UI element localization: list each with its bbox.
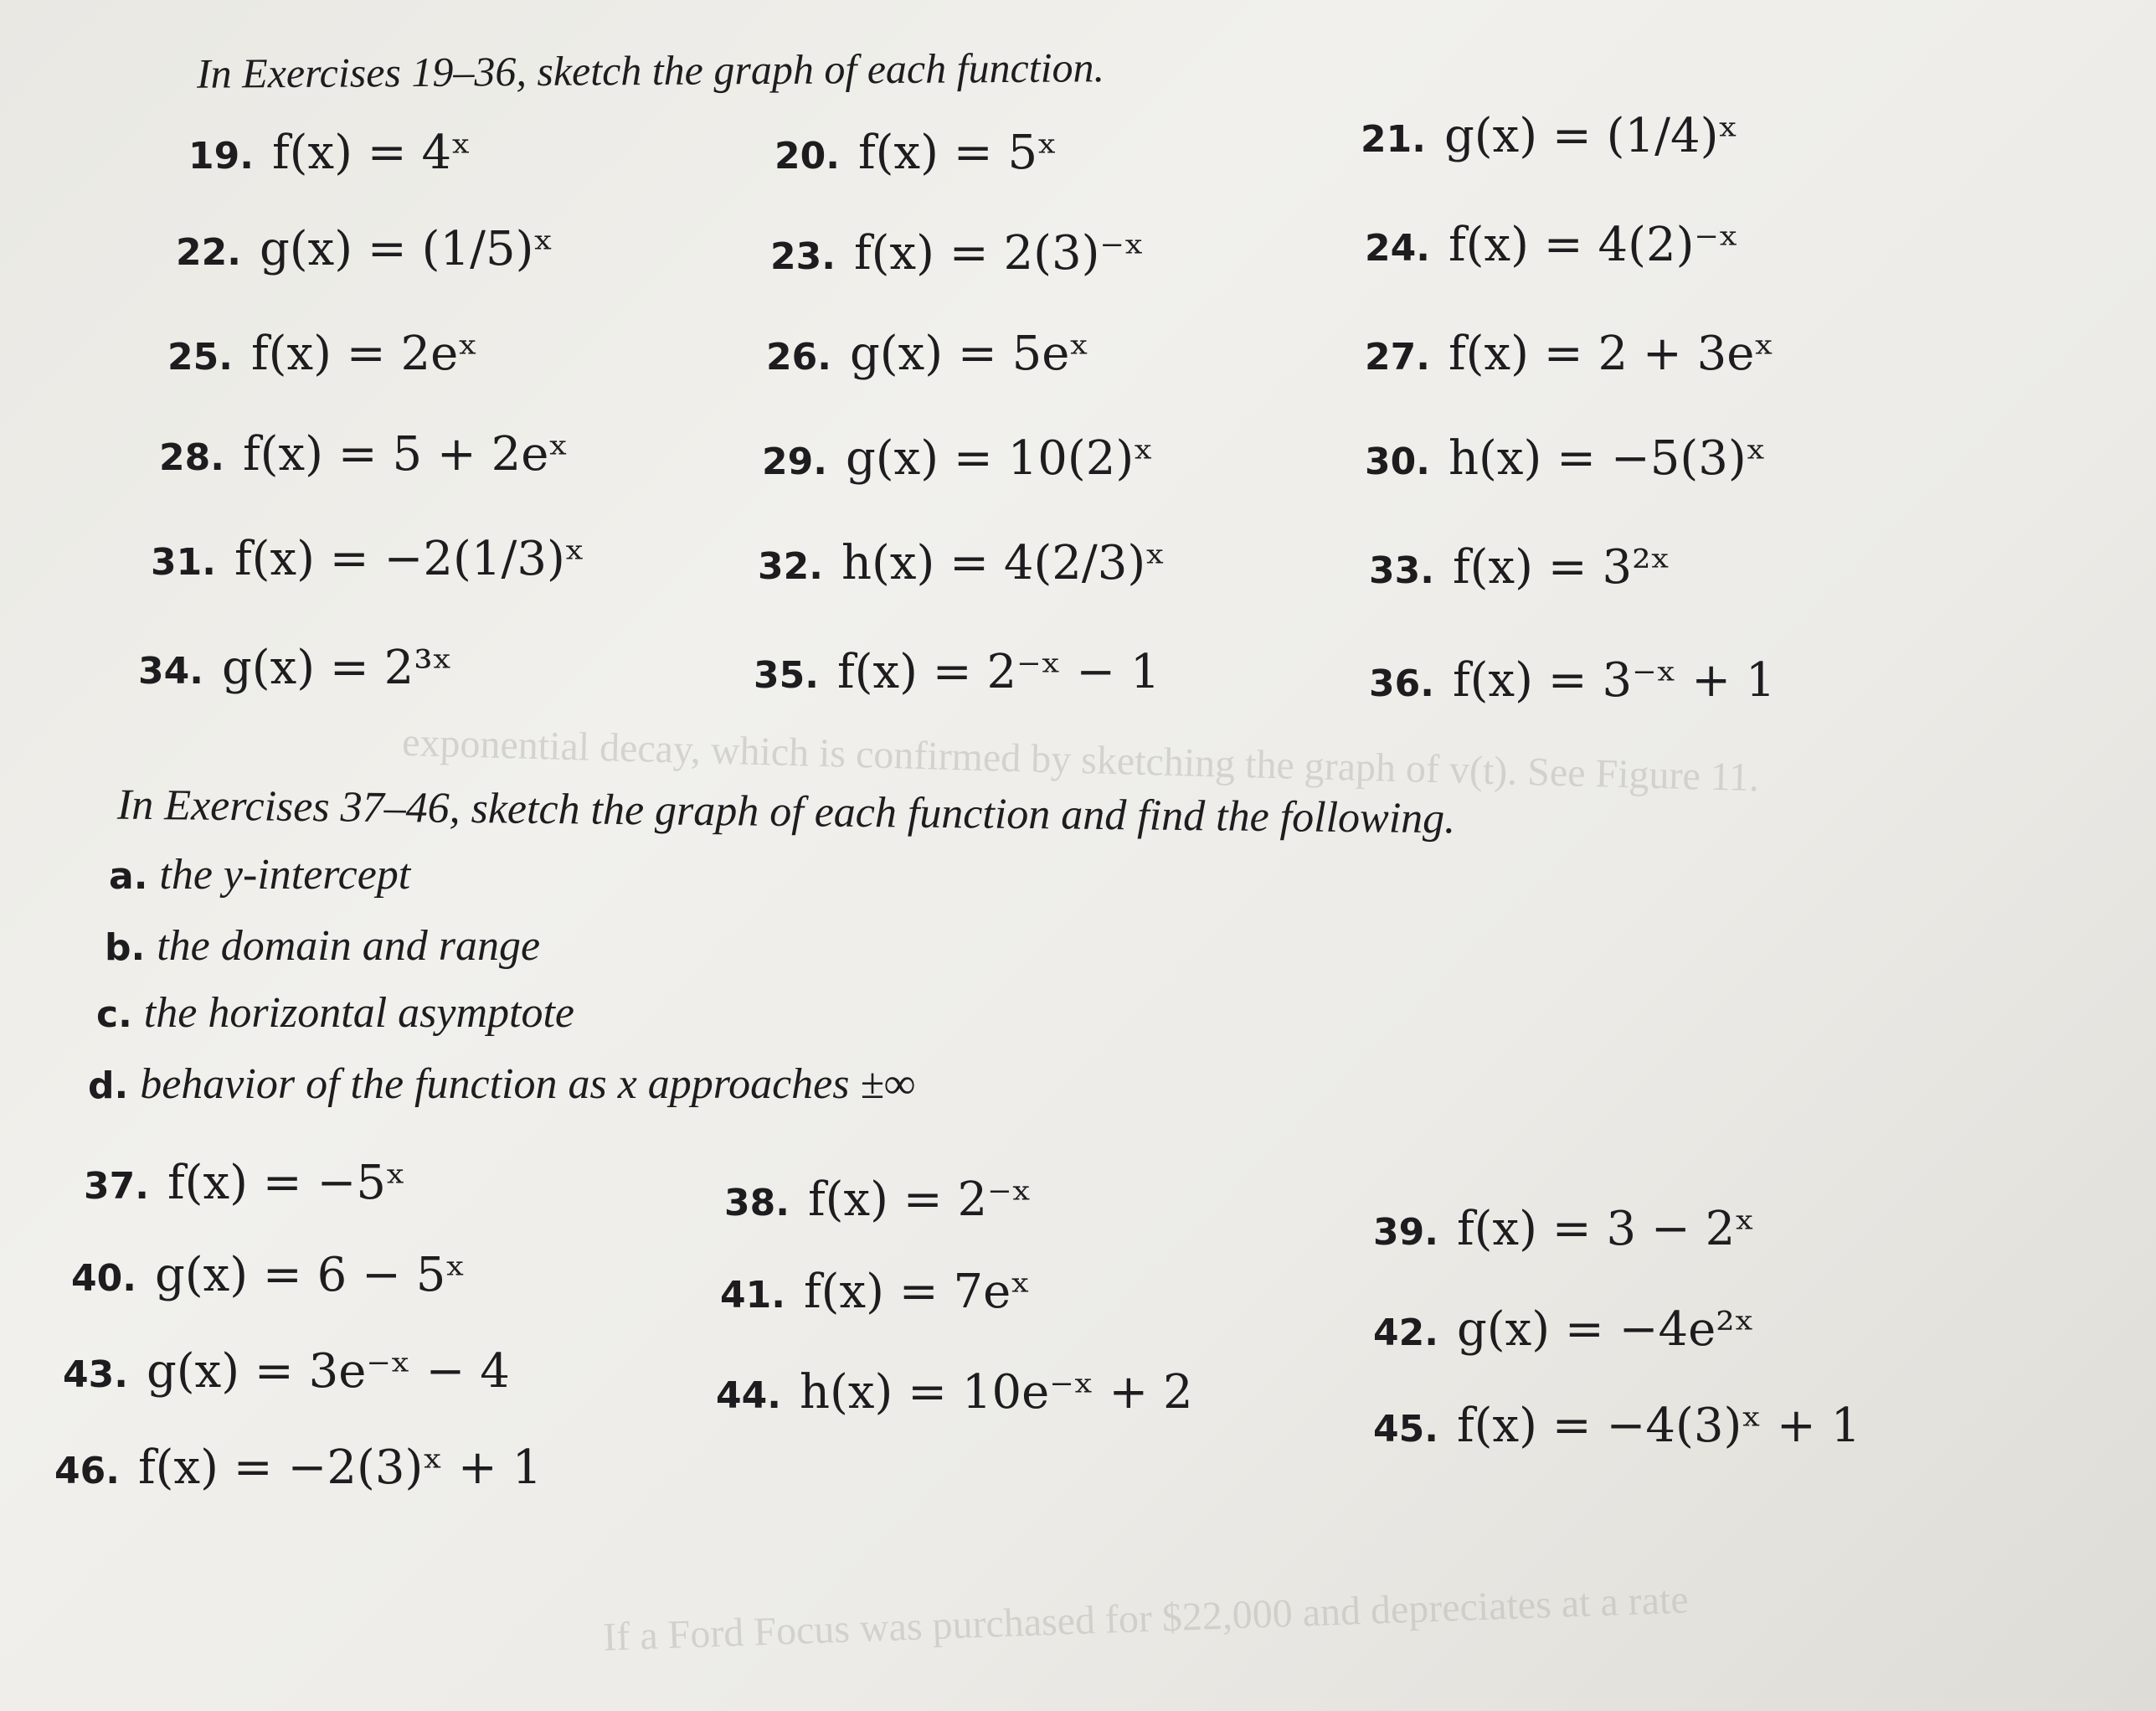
exercise-number: 20.: [774, 135, 840, 178]
exercise-number: 25.: [167, 336, 233, 379]
part-text: behavior of the function as x approaches ±∞: [140, 1060, 916, 1108]
exercise-function: f(x) = 2⁻ˣ: [807, 1172, 1032, 1227]
exercise-number: 33.: [1369, 549, 1434, 592]
exercise-function: f(x) = 4ˣ: [271, 126, 471, 180]
exercise-number: 43.: [63, 1353, 128, 1396]
exercise-item: [724, 1172, 1032, 1227]
exercise-function: f(x) = 5 + 2eˣ: [242, 427, 569, 482]
exercise-function: g(x) = 2³ˣ: [221, 641, 453, 695]
part-text: the horizontal asymptote: [143, 989, 574, 1037]
exercise-number: 29.: [762, 441, 827, 483]
exercise-number: 40.: [71, 1257, 136, 1300]
exercise-item: [138, 641, 453, 695]
question-part: [105, 921, 540, 971]
exercise-function: f(x) = 4(2)⁻ˣ: [1448, 218, 1739, 272]
exercise-function: g(x) = −4e²ˣ: [1456, 1302, 1755, 1357]
bleed-through-text: exponential decay, which is confirmed by sketching the graph of v(t). See Figure 11.: [401, 719, 1760, 801]
question-part: [88, 1059, 915, 1109]
exercise-number: 42.: [1373, 1312, 1438, 1354]
exercise-number: 46.: [54, 1450, 120, 1492]
exercise-item: [1373, 1302, 1755, 1357]
part-letter: d.: [88, 1064, 129, 1107]
exercise-function: f(x) = 3²ˣ: [1452, 540, 1671, 595]
exercise-item: [762, 431, 1154, 486]
part-text: the domain and range: [157, 922, 541, 970]
exercise-number: 27.: [1365, 336, 1430, 379]
exercise-function: f(x) = −5ˣ: [167, 1156, 406, 1210]
exercise-function: g(x) = 5eˣ: [849, 327, 1090, 381]
exercise-item: [159, 427, 569, 482]
exercise-function: g(x) = 3e⁻ˣ − 4: [146, 1344, 510, 1399]
exercise-function: f(x) = 3⁻ˣ + 1: [1452, 653, 1776, 708]
exercise-item: [770, 226, 1145, 281]
question-part: [109, 850, 410, 899]
exercise-function: f(x) = −2(1/3)ˣ: [234, 532, 585, 586]
exercise-number: 28.: [159, 436, 224, 479]
exercise-function: f(x) = 2⁻ˣ − 1: [836, 645, 1160, 699]
exercise-item: [1365, 218, 1739, 272]
question-part: [96, 988, 574, 1038]
exercise-number: 41.: [720, 1274, 785, 1317]
exercise-number: 19.: [188, 135, 254, 178]
exercise-number: 32.: [758, 545, 823, 588]
exercise-item: [84, 1156, 406, 1210]
exercise-number: 26.: [766, 336, 831, 379]
exercise-item: [1365, 327, 1775, 381]
exercise-number: 24.: [1365, 227, 1430, 270]
exercise-number: 31.: [151, 541, 216, 584]
exercise-function: f(x) = 2(3)⁻ˣ: [853, 226, 1145, 281]
bleed-through-text: If a Ford Focus was purchased for $22,000 and depreciates at a rate: [602, 1577, 1690, 1660]
exercise-item: [1365, 431, 1767, 486]
exercise-item: [716, 1365, 1193, 1420]
exercise-item: [1369, 540, 1671, 595]
part-letter: b.: [105, 926, 146, 969]
exercise-item: [54, 1440, 543, 1495]
exercise-function: f(x) = 2eˣ: [250, 327, 478, 381]
exercise-item: [1369, 653, 1776, 708]
exercise-item: [766, 327, 1090, 381]
exercise-number: 45.: [1373, 1408, 1438, 1451]
exercise-item: [176, 222, 554, 276]
exercise-function: f(x) = 3 − 2ˣ: [1456, 1202, 1755, 1256]
exercise-item: [758, 536, 1166, 590]
exercise-number: 36.: [1369, 662, 1434, 705]
exercise-function: g(x) = 10(2)ˣ: [845, 431, 1154, 486]
part-letter: a.: [109, 855, 148, 898]
exercise-item: [188, 126, 471, 180]
exercise-item: [151, 532, 585, 586]
part-letter: c.: [96, 993, 132, 1036]
exercise-function: h(x) = 4(2/3)ˣ: [841, 536, 1166, 590]
exercise-item: [774, 126, 1057, 180]
exercise-item: [1373, 1202, 1755, 1256]
exercise-item: [1361, 109, 1739, 163]
exercise-number: 38.: [724, 1182, 790, 1224]
exercise-item: [720, 1265, 1031, 1319]
exercise-function: h(x) = 10e⁻ˣ + 2: [799, 1365, 1193, 1420]
exercise-number: 44.: [716, 1374, 781, 1417]
exercise-function: f(x) = −2(3)ˣ + 1: [137, 1440, 543, 1495]
exercise-function: f(x) = 7eˣ: [803, 1265, 1031, 1319]
exercise-function: g(x) = (1/5)ˣ: [259, 222, 554, 276]
exercise-number: 23.: [770, 235, 836, 278]
exercise-number: 39.: [1373, 1211, 1438, 1254]
exercise-item: [1373, 1399, 1861, 1453]
exercise-item: [63, 1344, 510, 1399]
section-heading: In Exercises 37–46, sketch the graph of each function and find the following.: [116, 781, 1456, 843]
exercise-item: [167, 327, 478, 381]
exercise-function: g(x) = (1/4)ˣ: [1443, 109, 1739, 163]
exercise-item: [71, 1248, 466, 1302]
exercise-function: f(x) = 5ˣ: [857, 126, 1057, 180]
part-text: the y-intercept: [159, 851, 411, 899]
section-heading: In Exercises 19–36, sketch the graph of each function.: [196, 44, 1105, 97]
exercise-function: f(x) = −4(3)ˣ + 1: [1456, 1399, 1861, 1453]
exercise-function: h(x) = −5(3)ˣ: [1448, 431, 1767, 486]
exercise-number: 30.: [1365, 441, 1430, 483]
exercise-number: 37.: [84, 1165, 149, 1208]
exercise-number: 21.: [1361, 118, 1426, 161]
exercise-number: 22.: [176, 231, 241, 274]
exercise-number: 34.: [138, 650, 203, 693]
exercise-function: g(x) = 6 − 5ˣ: [154, 1248, 466, 1302]
exercise-function: f(x) = 2 + 3eˣ: [1448, 327, 1775, 381]
exercise-item: [754, 645, 1160, 699]
exercise-number: 35.: [754, 654, 819, 697]
